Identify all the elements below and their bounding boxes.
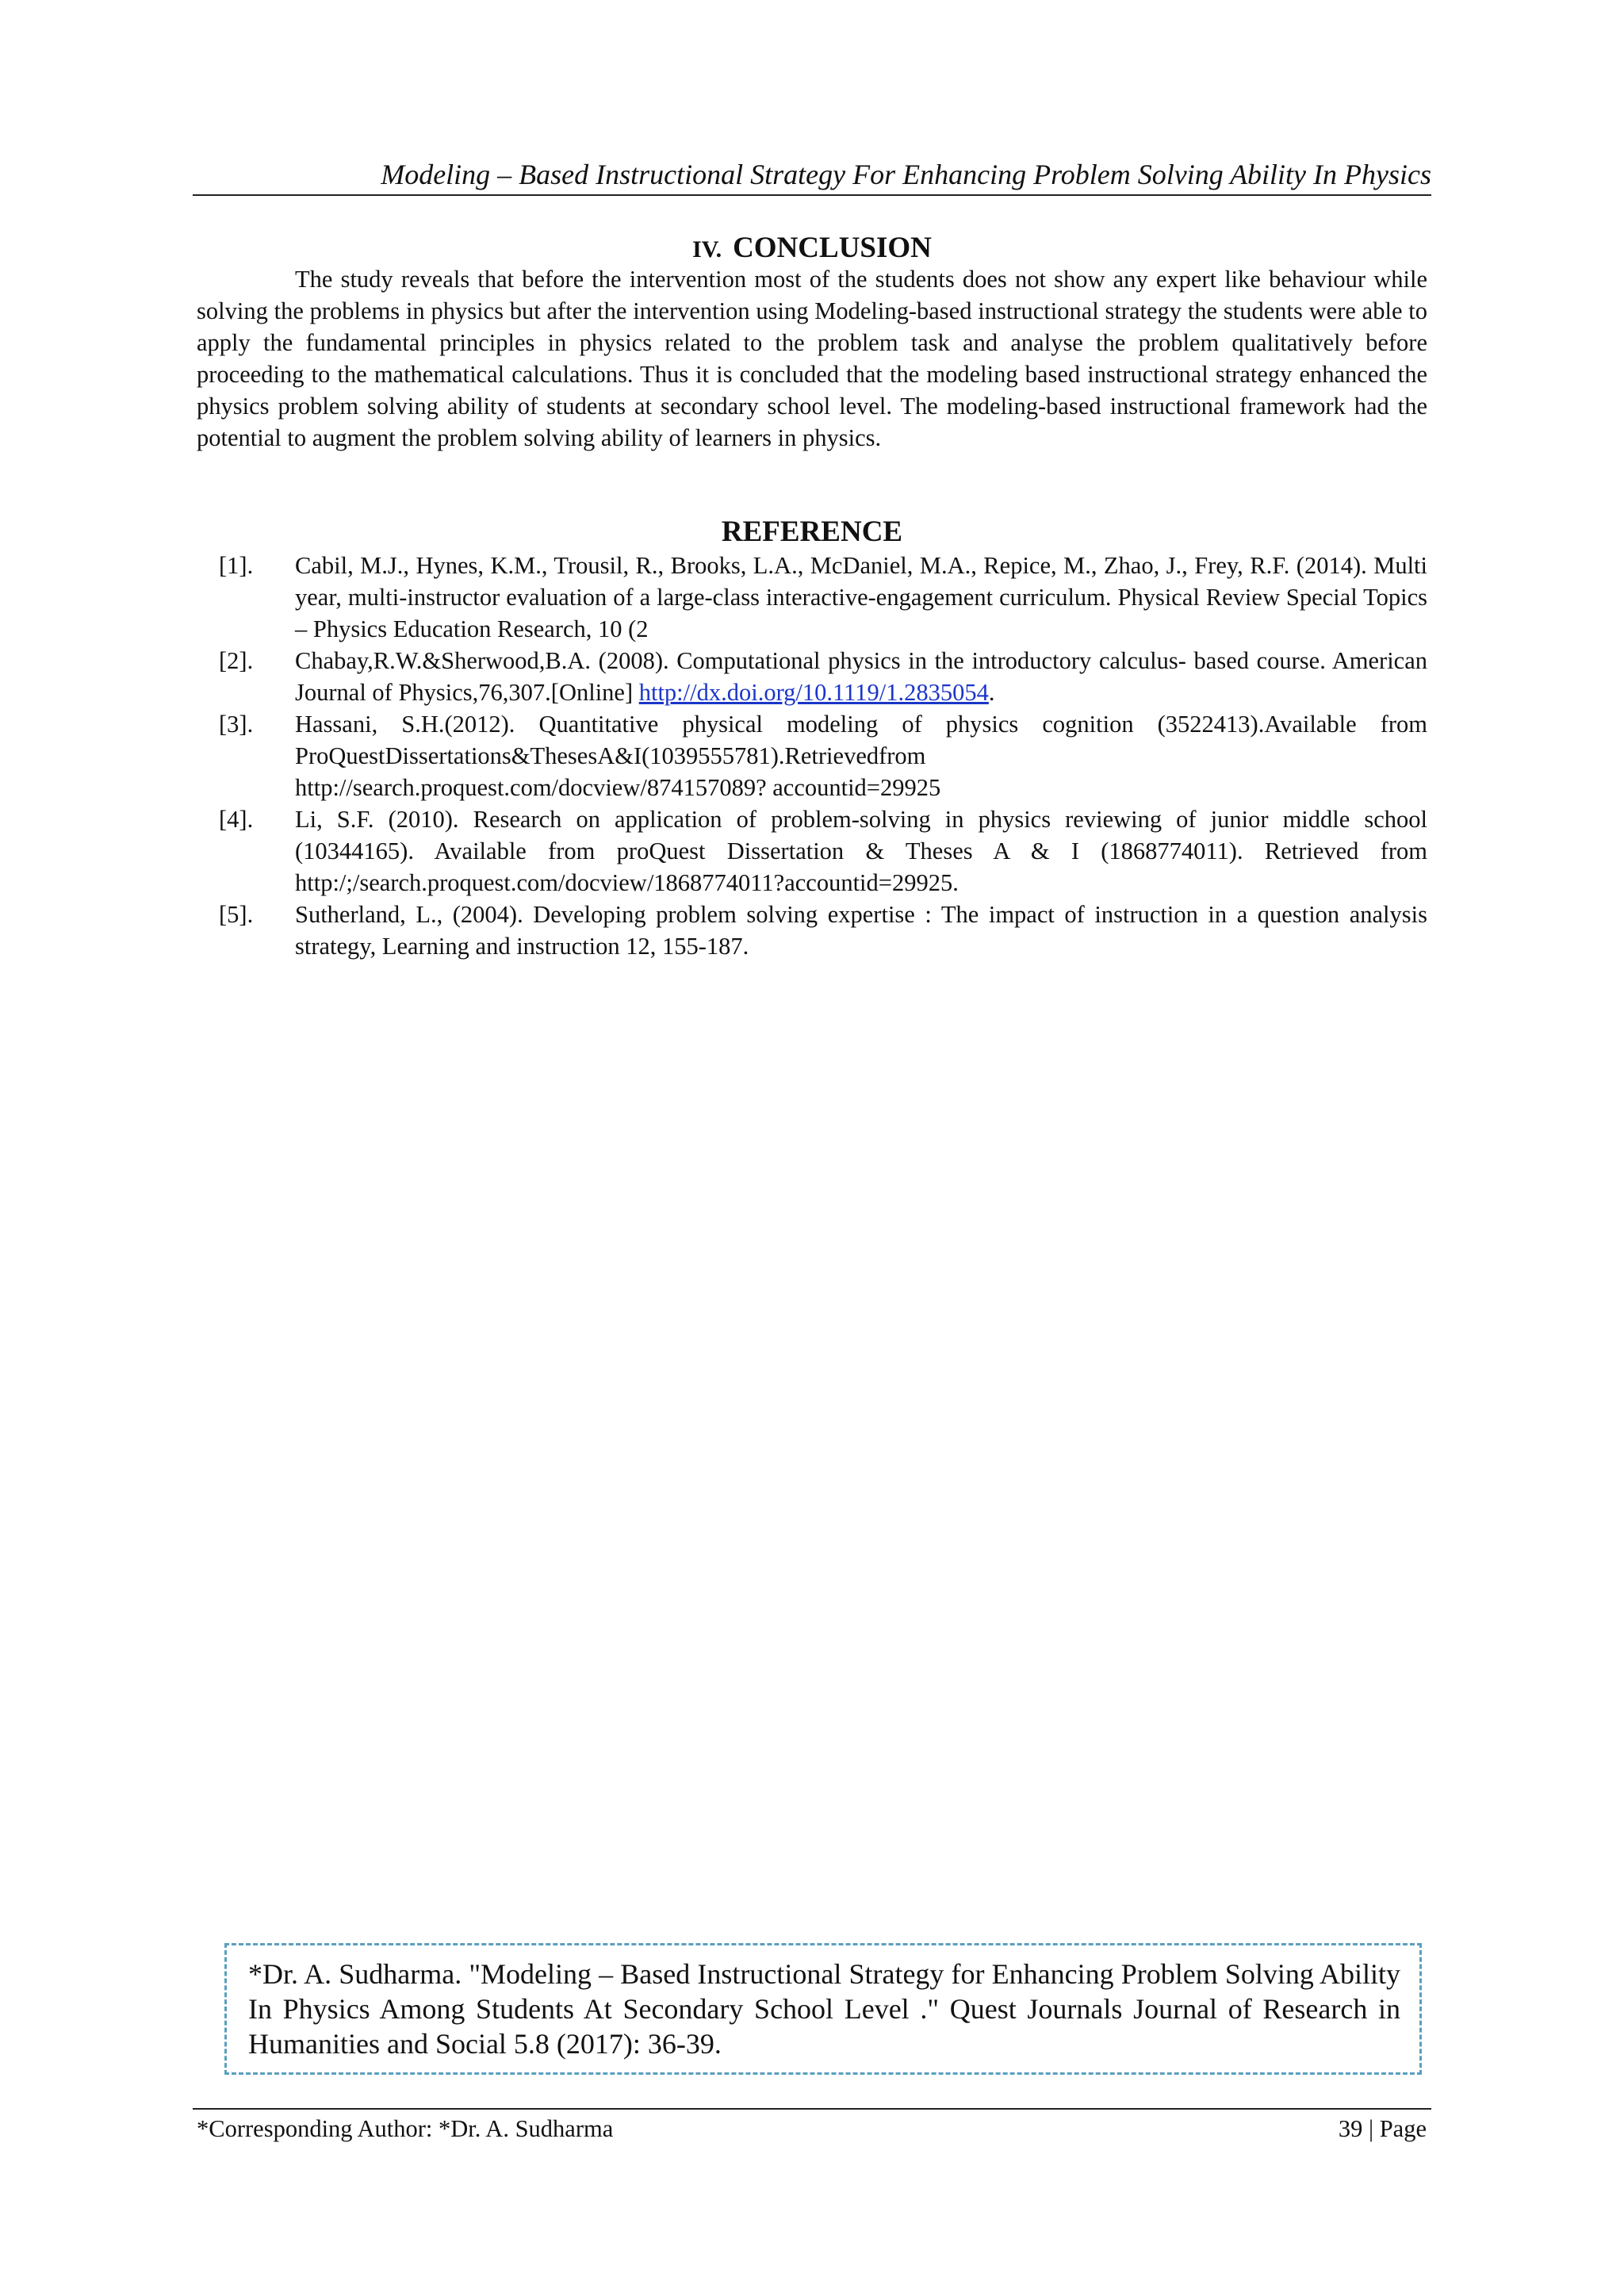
section-heading-conclusion (193, 230, 1431, 268)
reference-line: ProQuestDissertations&ThesesA&I(1039555781).Retrievedfrom (295, 742, 926, 769)
references-heading: REFERENCE (721, 516, 903, 548)
citation-text: *Dr. A. Sudharma. "Modeling – Based Instructional Strategy for Enhancing Problem Solving Ability In Physics Among Students At Secondary School Level ." Quest Journals Journal of Research in Humanities and Social 5.8 (2017): 36-39. (248, 1958, 1400, 2060)
reference-number: [2]. (219, 647, 254, 674)
reference-item (219, 708, 1427, 803)
reference-item (219, 645, 1427, 708)
reference-number: [5]. (219, 901, 254, 928)
reference-item (219, 899, 1427, 962)
header-rule (193, 194, 1431, 196)
reference-number: [1]. (219, 552, 254, 579)
reference-item (219, 803, 1427, 899)
reference-text (295, 645, 1427, 708)
reference-line: Hassani, S.H.(2012). Quantitative physical modeling of physics cognition (3522413).Available from (295, 711, 1427, 738)
reference-trailing-punct: . (988, 679, 995, 706)
reference-text (295, 708, 1427, 803)
section-title-text: CONCLUSION (733, 232, 932, 264)
page-number: 39 | Page (1338, 2115, 1427, 2142)
reference-number: [4]. (219, 806, 254, 833)
section-number: IV. (692, 236, 722, 263)
citation-box (224, 1943, 1422, 2075)
reference-body: Chabay,R.W.&Sherwood,B.A. (2008). Computational physics in the introductory calculus- based course. American Journal of Physics,76,307.[Online] (295, 647, 1427, 706)
reference-list (219, 550, 1427, 962)
conclusion-paragraph: The study reveals that before the intervention most of the students does not show any expert like behaviour while solving the problems in physics but after the intervention using Modeling-based instructional strategy the students were able to apply the fundamental principles in physics related to the problem task and analyse the problem qualitatively before proceeding to the mathematical calculations. Thus it is concluded that the modeling based instructional strategy enhanced the physics problem solving ability of students at secondary school level. The modeling-based instructional framework had the potential to augment the problem solving ability of learners in physics. (197, 266, 1427, 451)
footer-rule (193, 2108, 1431, 2110)
reference-number: [3]. (219, 711, 254, 738)
reference-item (219, 550, 1427, 645)
reference-line: http://search.proquest.com/docview/874157089? accountid=29925 (295, 774, 941, 801)
doi-link[interactable]: http://dx.doi.org/10.1119/1.2835054 (638, 679, 989, 706)
reference-text: Sutherland, L., (2004). Developing problem solving expertise : The impact of instruction in a question analysis strategy, Learning and instruction 12, 155-187. (295, 901, 1427, 960)
corresponding-author: *Corresponding Author: *Dr. A. Sudharma (197, 2115, 614, 2142)
reference-text: Li, S.F. (2010). Research on application of problem-solving in physics reviewing of junior middle school (10344165). Available from proQuest Dissertation & Theses A & I (1868774011). Retrieved from http:/;/search.proquest.com/docview/1868774011?accountid=29925. (295, 806, 1427, 896)
running-header: Modeling – Based Instructional Strategy For Enhancing Problem Solving Ability In Physics (381, 159, 1431, 190)
reference-text: Cabil, M.J., Hynes, K.M., Trousil, R., Brooks, L.A., McDaniel, M.A., Repice, M., Zhao, J., Frey, R.F. (2014). Multi year, multi-instructor evaluation of a large-class interactive-engagement curriculum. Physical Review Special Topics – Physics Education Research, 10 (2 (295, 552, 1427, 642)
